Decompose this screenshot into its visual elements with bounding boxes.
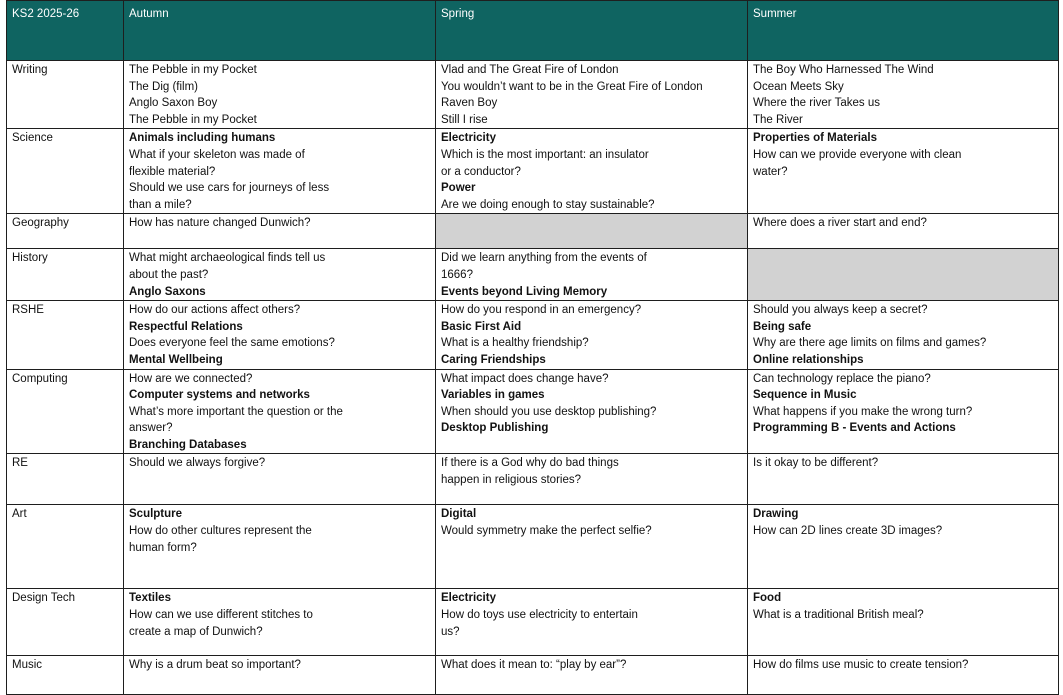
topic-question: The Boy Who Harnessed The Wind [753, 64, 934, 76]
subject-cell: RE [7, 454, 124, 505]
term-cell-summer [748, 129, 1059, 214]
table-row [7, 656, 1059, 695]
topic-question: us? [441, 625, 460, 638]
topic-title: Events beyond Living Memory [441, 285, 608, 298]
curriculum-table [6, 0, 1059, 695]
topic-question: answer? [129, 422, 173, 435]
empty-cell-spring [436, 214, 748, 249]
topic-title: Sculpture [129, 508, 183, 521]
table-row [7, 249, 1059, 301]
topic-question: The Dig (film) [129, 80, 199, 93]
topic-title: Variables in games [441, 389, 545, 402]
header-term-summer: Summer [748, 1, 1059, 61]
header-row [7, 1, 1059, 61]
term-cell-summer [748, 214, 1059, 249]
term-cell-spring [436, 301, 748, 369]
topic-question: How do toys use electricity to entertain [441, 609, 638, 622]
term-cell-autumn [124, 214, 436, 249]
topic-title: Mental Wellbeing [129, 353, 223, 366]
topic-title: Being safe [753, 320, 812, 333]
topic-question: The Pebble in my Pocket [129, 113, 257, 126]
topic-question: Did we learn anything from the events of [441, 252, 647, 265]
term-cell-spring [436, 369, 748, 454]
topic-question: flexible material? [129, 165, 216, 178]
header-corner: KS2 2025-26 [7, 1, 124, 61]
topic-question: Where the river Takes us [753, 97, 880, 110]
topic-title: Power [441, 182, 476, 195]
table-row [7, 301, 1059, 369]
topic-title: Food [753, 592, 782, 605]
term-cell-autumn [124, 61, 436, 129]
topic-title: Digital [441, 508, 477, 521]
topic-question: Would symmetry make the perfect selfie? [441, 525, 652, 538]
term-cell-autumn [124, 589, 436, 656]
term-cell-spring [436, 249, 748, 301]
term-cell-autumn [124, 454, 436, 505]
topic-title: Sequence in Music [753, 389, 857, 402]
topic-question: water? [753, 165, 788, 178]
term-cell-summer [748, 369, 1059, 454]
topic-question: Still I rise [441, 113, 488, 126]
table-row [7, 454, 1059, 505]
term-cell-autumn [124, 249, 436, 301]
topic-question: Anglo Saxon Boy [129, 97, 218, 110]
topic-question: Vlad and The Great Fire of London [441, 64, 619, 76]
topic-title: Programming B - Events and Actions [753, 422, 956, 435]
topic-title: Properties of Materials [753, 132, 877, 145]
topic-question: Are we doing enough to stay sustainable? [441, 198, 655, 211]
topic-question: 1666? [441, 268, 473, 281]
topic-question: Why are there age limits on films and games? [753, 337, 987, 350]
topic-title: Anglo Saxons [129, 285, 206, 298]
table-row [7, 214, 1059, 249]
table-row [7, 129, 1059, 214]
topic-question: What if your skeleton was made of [129, 148, 305, 161]
table-row [7, 589, 1059, 656]
topic-question: How has nature changed Dunwich? [129, 217, 311, 230]
term-cell-spring [436, 454, 748, 505]
term-cell-autumn [124, 505, 436, 589]
subject-cell: Science [7, 129, 124, 214]
topic-title: Textiles [129, 592, 171, 605]
header-term-spring: Spring [436, 1, 748, 61]
topic-question: What’s more important the question or the [129, 405, 343, 418]
topic-question: Should we always forgive? [129, 457, 266, 470]
table-body [7, 61, 1059, 695]
topic-question: or a conductor? [441, 165, 521, 178]
subject-cell: Art [7, 505, 124, 589]
table-row [7, 505, 1059, 589]
topic-title: Animals including humans [129, 132, 276, 145]
topic-title: Electricity [441, 592, 496, 605]
term-cell-summer [748, 61, 1059, 129]
topic-question: The Pebble in my Pocket [129, 64, 257, 76]
topic-question: What is a traditional British meal? [753, 609, 924, 622]
topic-question: What might archaeological finds tell us [129, 252, 326, 265]
topic-title: Computer systems and networks [129, 389, 310, 402]
table-row [7, 61, 1059, 129]
topic-question: How are we connected? [129, 372, 253, 385]
term-cell-autumn [124, 369, 436, 454]
term-cell-spring [436, 129, 748, 214]
term-cell-autumn [124, 301, 436, 369]
topic-question: Can technology replace the piano? [753, 372, 931, 385]
topic-title: Respectful Relations [129, 320, 243, 333]
subject-cell: Geography [7, 214, 124, 249]
topic-question: create a map of Dunwich? [129, 625, 263, 638]
term-cell-spring [436, 589, 748, 656]
topic-question: How can we provide everyone with clean [753, 148, 962, 161]
term-cell-summer [748, 656, 1059, 695]
subject-cell: Writing [7, 61, 124, 129]
topic-title: Branching Databases [129, 438, 247, 451]
topic-question: What is a healthy friendship? [441, 337, 589, 350]
subject-cell: RSHE [7, 301, 124, 369]
subject-cell: Music [7, 656, 124, 695]
subject-cell: Design Tech [7, 589, 124, 656]
subject-cell: Computing [7, 369, 124, 454]
topic-question: How do films use music to create tension? [753, 659, 969, 672]
header-term-autumn: Autumn [124, 1, 436, 61]
topic-question: What happens if you make the wrong turn? [753, 405, 973, 418]
subject-cell: History [7, 249, 124, 301]
term-cell-autumn [124, 656, 436, 695]
topic-question: Raven Boy [441, 97, 498, 110]
topic-question: How do you respond in an emergency? [441, 304, 642, 317]
topic-question: You wouldn’t want to be in the Great Fire of London [441, 80, 703, 93]
topic-question: The River [753, 113, 803, 126]
topic-question: Where does a river start and end? [753, 217, 927, 230]
term-cell-spring [436, 61, 748, 129]
topic-question: Which is the most important: an insulator [441, 148, 649, 161]
topic-question: Should you always keep a secret? [753, 304, 928, 317]
topic-question: How do other cultures represent the [129, 525, 312, 538]
curriculum-document [6, 0, 1059, 695]
topic-question: human form? [129, 541, 197, 554]
topic-question: What impact does change have? [441, 372, 609, 385]
topic-title: Electricity [441, 132, 496, 145]
topic-question: Does everyone feel the same emotions? [129, 337, 335, 350]
topic-title: Caring Friendships [441, 353, 546, 366]
topic-question: Why is a drum beat so important? [129, 659, 301, 672]
topic-question: about the past? [129, 268, 209, 281]
topic-title: Desktop Publishing [441, 422, 549, 435]
topic-question: than a mile? [129, 198, 192, 211]
topic-question: Ocean Meets Sky [753, 80, 844, 93]
topic-question: Is it okay to be different? [753, 457, 879, 470]
topic-question: When should you use desktop publishing? [441, 405, 657, 418]
topic-question: How do our actions affect others? [129, 304, 301, 317]
term-cell-spring [436, 505, 748, 589]
topic-question: What does it mean to: “play by ear”? [441, 659, 627, 672]
topic-question: How can we use different stitches to [129, 609, 313, 622]
topic-title: Online relationships [753, 353, 864, 366]
topic-question: How can 2D lines create 3D images? [753, 525, 943, 538]
term-cell-autumn [124, 129, 436, 214]
term-cell-summer [748, 505, 1059, 589]
term-cell-spring [436, 656, 748, 695]
topic-title: Basic First Aid [441, 320, 522, 333]
topic-question: Should we use cars for journeys of less [129, 182, 330, 195]
term-cell-summer [748, 454, 1059, 505]
empty-cell-summer [748, 249, 1059, 301]
term-cell-summer [748, 589, 1059, 656]
table-row [7, 369, 1059, 454]
term-cell-summer [748, 301, 1059, 369]
topic-question: If there is a God why do bad things [441, 457, 619, 470]
topic-question: happen in religious stories? [441, 474, 582, 487]
topic-title: Drawing [753, 508, 799, 521]
